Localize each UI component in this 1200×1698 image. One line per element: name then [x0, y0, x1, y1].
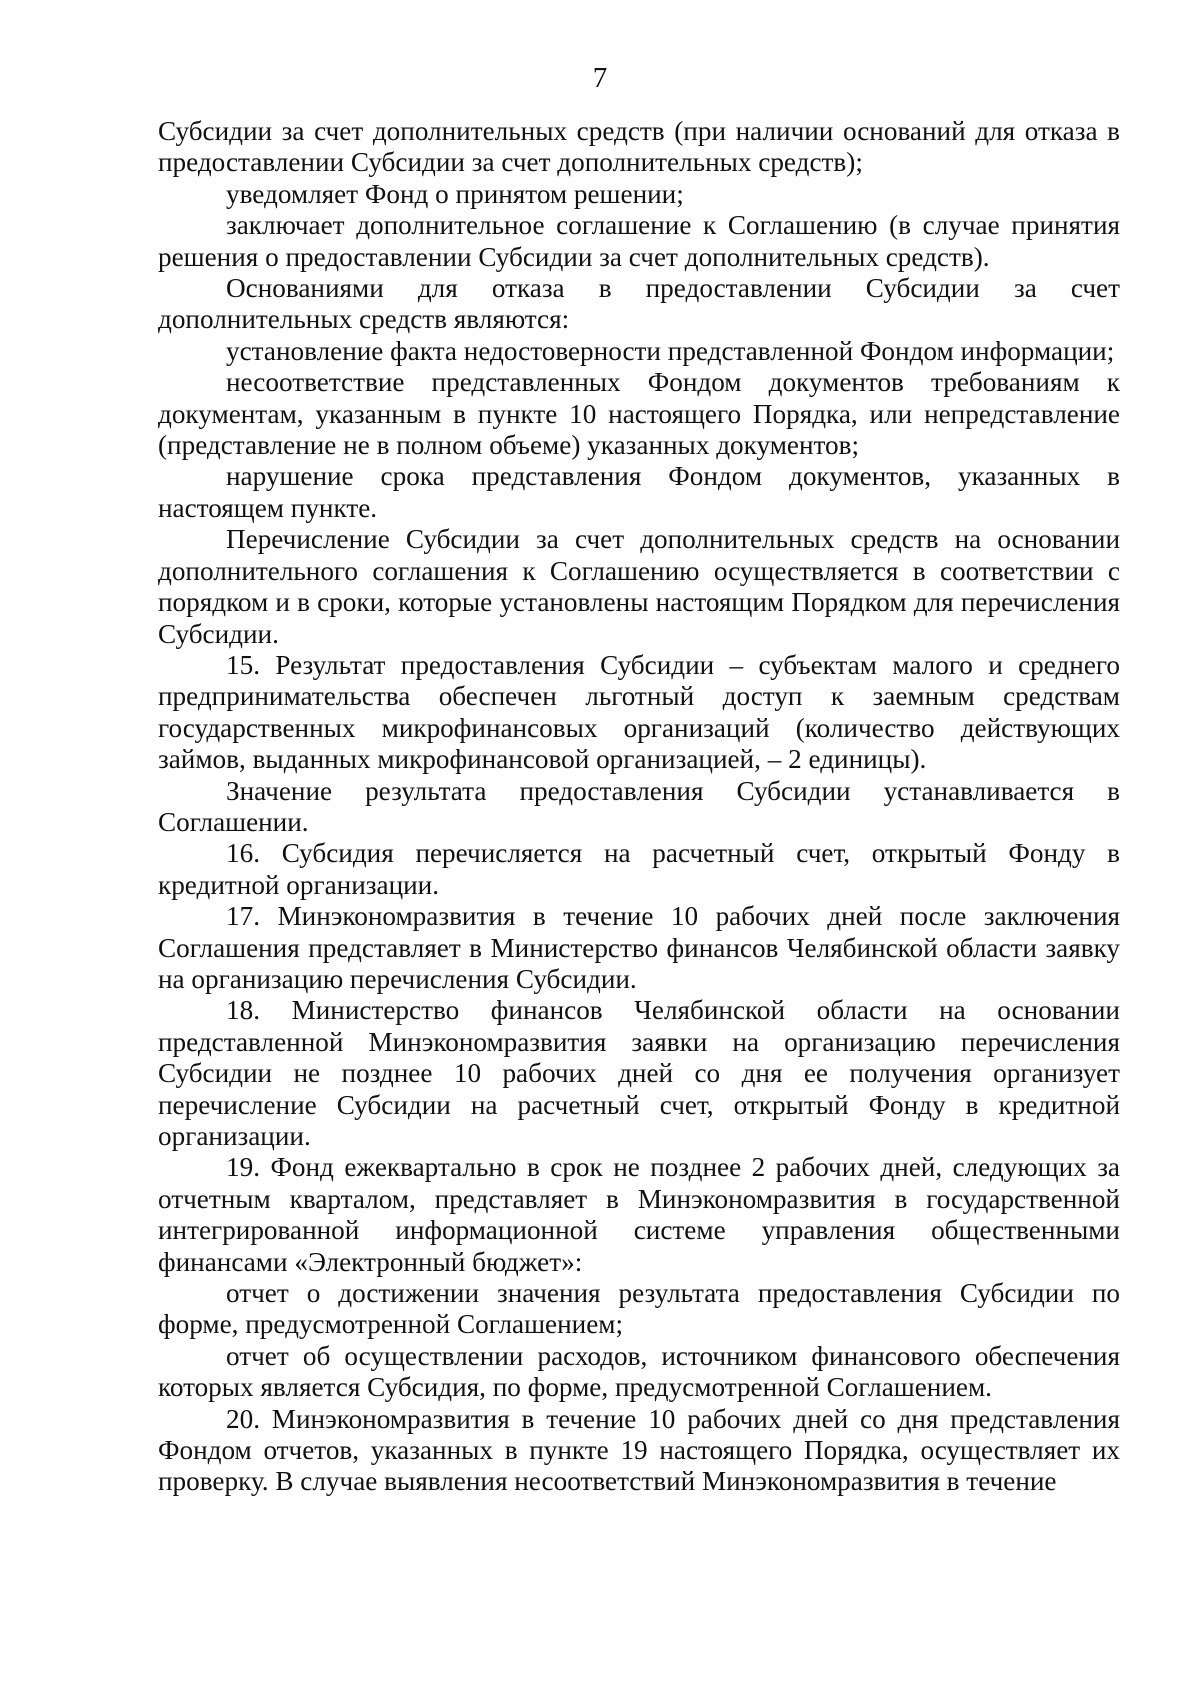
paragraph-report-result: отчет о достижении значения результата предоставления Субсидии по форме, предусмотренной Соглашением; — [158, 1278, 1120, 1340]
document-body — [158, 116, 1120, 1498]
paragraph-additional-agreement: заключает дополнительное соглашение к Соглашению (в случае принятия решения о предоставлении Субсидии за счет дополнительных средств). — [158, 210, 1120, 272]
paragraph-item-18: 18. Министерство финансов Челябинской области на основании представленной Минэкономразвития заявки на организацию перечисления Субсидии не позднее 10 рабочих дней со дня ее получения организует перечисление Субсидии на расчетный счет, открытый Фонду в кредитной организации. — [158, 995, 1120, 1151]
paragraph-documents-mismatch: несоответствие представленных Фондом документов требованиям к документам, указанным в пункте 10 настоящего Порядка, или непредставление (представление не в полном объеме) указанных документов; — [158, 367, 1120, 461]
paragraph-refusal-grounds: Основаниями для отказа в предоставлении Субсидии за счет дополнительных средств являются: — [158, 273, 1120, 335]
paragraph-transfer: Перечисление Субсидии за счет дополнительных средств на основании дополнительного соглашения к Соглашению осуществляется в соответствии с порядком и в сроки, которые установлены настоящим Порядком для перечисления Субсидии. — [158, 524, 1120, 649]
paragraph-report-expenses: отчет об осуществлении расходов, источником финансового обеспечения которых является Субсидия, по форме, предусмотренной Соглашением. — [158, 1340, 1120, 1403]
paragraph-continuation: Субсидии за счет дополнительных средств (при наличии оснований для отказа в предоставлении Субсидии за счет дополнительных средств); — [158, 116, 1120, 178]
paragraph-false-info: установление факта недостоверности представленной Фондом информации; — [226, 335, 1115, 366]
page-number: 7 — [592, 62, 608, 94]
paragraph-item-15: 15. Результат предоставления Субсидии – субъектам малого и среднего предпринимательства обеспечен льготный доступ к заемным средствам государственных микрофинансовых организаций (количество действующих займов, выданных микрофинансовой организацией, – 2 единицы). — [158, 649, 1120, 775]
paragraph-item-19: 19. Фонд ежеквартально в срок не позднее 2 рабочих дней, следующих за отчетным кварталом, представляет в Минэкономразвития в государственной интегрированной информационной системе управления общественными финансами «Электронный бюджет»: — [158, 1152, 1120, 1277]
paragraph-item-16: 16. Субсидия перечисляется на расчетный счет, открытый Фонду в кредитной организации. — [158, 838, 1120, 900]
paragraph-item-17: 17. Минэкономразвития в течение 10 рабочих дней после заключения Соглашения представляет в Министерство финансов Челябинской области заявку на организацию перечисления Субсидии. — [158, 901, 1120, 994]
paragraph-notify-fund: уведомляет Фонд о принятом решении; — [226, 178, 684, 209]
paragraph-deadline-violation: нарушение срока представления Фондом документов, указанных в настоящем пункте. — [158, 461, 1120, 523]
paragraph-result-value: Значение результата предоставления Субсидии устанавливается в Соглашении. — [158, 775, 1120, 837]
paragraph-item-20: 20. Минэкономразвития в течение 10 рабочих дней со дня представления Фондом отчетов, указанных в пункте 19 настоящего Порядка, осуществляет их проверку. В случае выявления несоответствий Минэкономразвития в течение — [158, 1403, 1120, 1497]
